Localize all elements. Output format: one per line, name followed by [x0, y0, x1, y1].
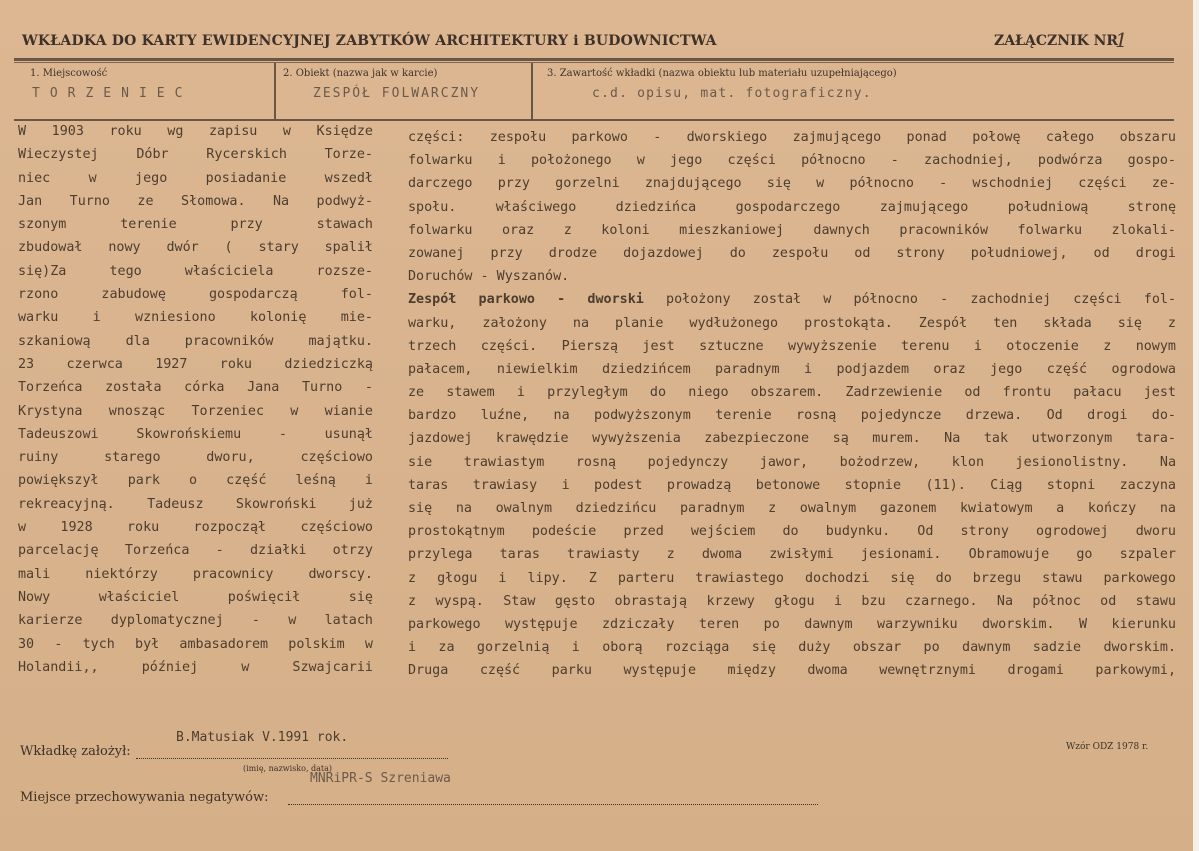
text-line: części: zespołu parkowo - dworskiego zajmującego ponad połowę całego obszaru [408, 130, 1176, 145]
text-line: Nowy właściciel poświęcił się [18, 589, 373, 605]
text-line: przylega taras trawiasty z dwoma zwisłymi jesionami. Obramowuje go szpaler [408, 547, 1176, 563]
text-line: rekreacyjną. Tadeusz Skowroński już [18, 496, 373, 512]
text-line: Krystyna wnosząc Torzeniec w wianie [18, 403, 373, 419]
text-fragment: położony został w północno - zachodniej części fol- [643, 292, 1176, 308]
field-divider [531, 63, 533, 119]
header-rule [14, 58, 1174, 61]
field-divider [274, 63, 276, 119]
text-line: Jan Turno ze Słomowa. Na podwyż- [18, 193, 373, 209]
text-line: ruiny starego dworu, częściowo [18, 450, 373, 466]
text-line: rzono zabudowę gospodarczą fol- [18, 287, 373, 303]
text-line: pałacem, niewielkim dziedzińcem paradnym i podjazdem oraz jego część ogrodowa [408, 361, 1176, 377]
inserted-by-label: Wkładkę założył: [20, 744, 131, 759]
locality-label: 1. Miejscowość [30, 68, 108, 79]
text-line: darczego przy gorzelni znajdującego się w północno - wschodniej części ze- [408, 176, 1176, 192]
text-line: się na owalnym dziedzińcu paradnym z owalnym gazonem kwiatowym a kończy na [408, 501, 1176, 516]
text-line: folwarku i położonego w jego części północno - zachodniej, podwórza gospo- [408, 153, 1176, 169]
template-code: Wzór ODZ 1978 r. [1066, 742, 1149, 752]
text-line: Doruchów - Wyszanów. [408, 269, 570, 285]
name-hint: (imię, nazwisko, data) [243, 764, 333, 773]
text-line: 30 - tych był ambasadorem polskim w [18, 636, 373, 652]
text-line: niec w jego posiadanie wszedł [18, 170, 373, 186]
text-line: Torzeńca została córka Jana Turno - [18, 380, 373, 396]
content-value: c.d. opisu, mat. fotograficzny. [592, 86, 872, 101]
text-line: Holandii,, później w Szwajcarii [18, 659, 373, 675]
text-line: W 1903 roku wg zapisu w Księdze [18, 124, 373, 139]
text-line: karierze dyplomatycznej - w latach [18, 613, 373, 629]
left-text-column [18, 120, 373, 679]
text-line: warku, założony na planie wydłużonego prostokąta. Zespół ten składa się z [408, 315, 1176, 331]
text-line: ze stawem i przyległym do niego obszarem. Zadrzewienie od frontu pałacu jest [408, 385, 1176, 401]
text-line: bardzo luźne, na podwyższonym terenie rosną pojedyncze drzewa. Od drogi do- [408, 408, 1176, 424]
content-label: 3. Zawartość wkładki (nazwa obiektu lub materiału uzupełniającego) [547, 68, 897, 79]
text-line: się)Za tego właściciela rozsze- [18, 263, 373, 279]
author-signoff: B.Matusiak V.1991 rok. [176, 730, 349, 745]
text-line: zbudował nowy dwór ( stary spalił [18, 240, 373, 256]
card-title: WKŁADKA DO KARTY EWIDENCYJNEJ ZABYTKÓW ARCHITEKTURY i BUDOWNICTWA [22, 33, 717, 49]
text-line: jazdowej krawędzie wywyższenia zabezpieczone są murem. Na tak utworzonym tara- [408, 431, 1176, 447]
text-line: taras trawiasy i podest prowadzą betonowe stopnie (11). Ciąg stopni zaczyna [408, 477, 1176, 493]
text-line: folwarku oraz z koloni mieszkaniowej dawnych pracowników folwarku zlokali- [408, 222, 1176, 238]
text-line: sie trawiastym rosną pojedynczy jawor, bożodrzew, klon jesionolistny. Na [408, 454, 1176, 470]
text-line: Druga część parku występuje między dwoma wewnętrznymi drogami parkowymi, [408, 663, 1176, 679]
text-line: z głogu i lipy. Z parteru trawiastego dochodzi się do brzegu stawu parkowego [408, 570, 1176, 586]
text-line: parkowego występuje zdziczały teren po dawnym warzywniku dworskim. W kierunku [408, 616, 1176, 632]
scan-edge [1193, 0, 1199, 851]
text-line: Wieczystej Dóbr Rycerskich Torze- [18, 147, 373, 163]
text-line: Tadeuszowi Skowrońskiemu - usunął [18, 426, 373, 442]
text-line: warku i wzniesiono kolonię mie- [18, 310, 373, 326]
negatives-line [288, 804, 818, 805]
text-line [408, 288, 1176, 311]
text-line: mali niektórzy pracownicy dworscy. [18, 566, 373, 582]
annex-label: ZAŁĄCZNIK NR [994, 33, 1119, 49]
text-line: szonym terenie przy stawach [18, 217, 373, 233]
text-line: zowanej przy drodze dojazdowej do zespołu od strony południowej, od drogi [408, 245, 1176, 261]
text-line: szkaniową dla pracowników majątku. [18, 333, 373, 349]
locality-value: TORZENIEC [32, 86, 193, 101]
text-line: trzech części. Pierszą jest sztuczne wywyższenie terenu i otoczenie z nowym [408, 338, 1176, 354]
text-line: prostokątnym podeście przed wejściem do budynku. Od strony ogrodowej dworu [408, 524, 1176, 540]
header-rule-thin [14, 62, 1174, 63]
text-line: 23 czerwca 1927 roku dziedziczką [18, 356, 373, 372]
text-line: w 1928 roku rozpoczął częściowo [18, 520, 373, 536]
annex-number: 1 [1115, 28, 1128, 52]
object-value: ZESPÓŁ FOLWARCZNY [313, 86, 481, 101]
right-text-column [408, 126, 1176, 683]
text-line: z wyspą. Staw gęsto obrastają krzewy głogu i bzu czarnego. Na północ od stawu [408, 593, 1176, 609]
text-line: parcelację Torzeńca - działki otrzy [18, 543, 373, 559]
text-line: powiększył park o część leśną i [18, 473, 373, 489]
text-line: i za gorzelnią i oborą rozciąga się duży obszar po dawnym sadzie dworskim. [408, 640, 1176, 656]
object-label: 2. Obiekt (nazwa jak w karcie) [283, 68, 438, 79]
institution-stamp: MNRiPR-S Szreniawa [310, 771, 451, 786]
text-line: społu. właściwego dziedzińca gospodarczego zajmującego południową stronę [408, 199, 1176, 215]
section-heading: Zespół parkowo - dworski [408, 292, 644, 308]
inserted-by-line [136, 758, 448, 759]
negatives-label: Miejsce przechowywania negatywów: [20, 790, 269, 805]
